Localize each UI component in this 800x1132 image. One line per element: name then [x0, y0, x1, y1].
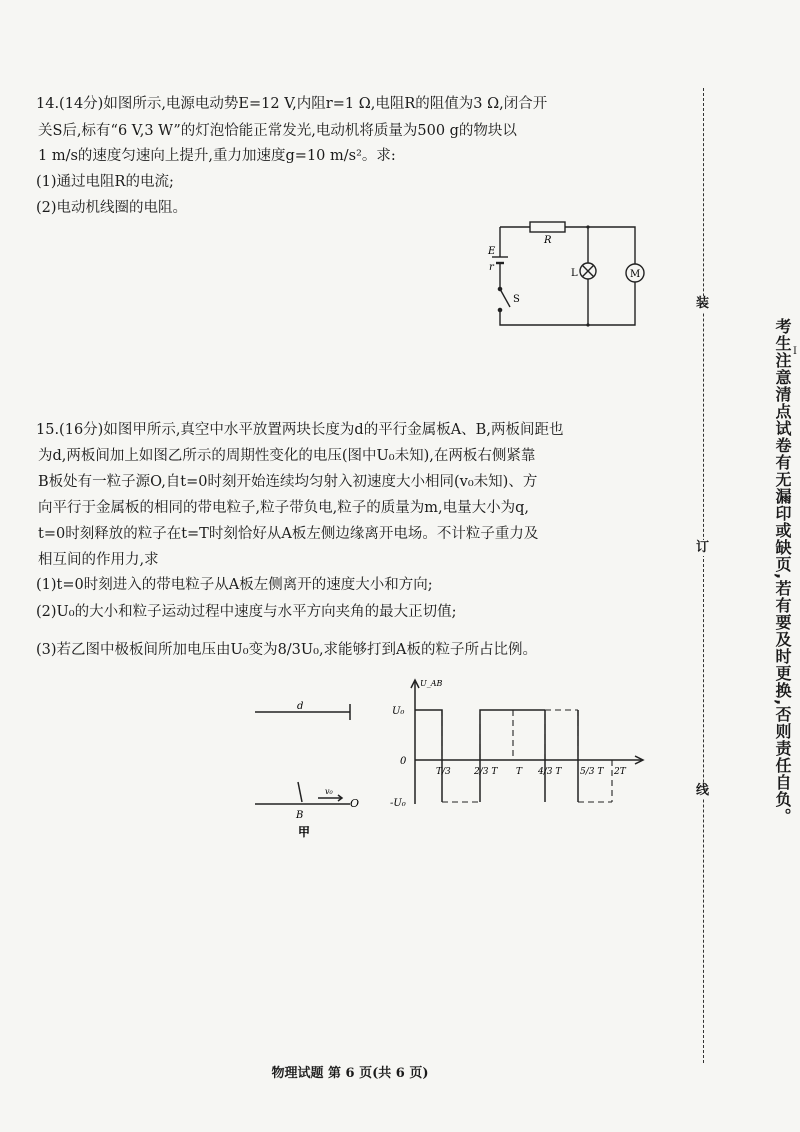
yi-xtick-1: T/3 — [436, 767, 451, 777]
circuit-label-E: E — [488, 246, 496, 257]
yi-xtick-3: T — [516, 767, 523, 777]
circuit-label-L: L — [571, 268, 578, 279]
q15-line-5: t=0时刻释放的粒子在t=T时刻恰好从A板左侧边缘离开电场。不计粒子重力及 — [38, 526, 539, 542]
yi-ytick-neg-u0: -U₀ — [390, 798, 406, 809]
q14-part-1: (1)通过电阻R的电流; — [36, 174, 174, 190]
circuit-diagram — [470, 215, 650, 340]
binding-label-ding: 订 — [696, 540, 710, 555]
q15-line-4: 向平行于金属板的相同的带电粒子,粒子带负电,粒子的质量为m,电量大小为q, — [38, 500, 529, 516]
edge-mark: I — [793, 346, 797, 357]
jia-label-d: d — [297, 701, 304, 712]
yi-ytick-u0: U₀ — [392, 706, 405, 717]
q14-line-3: 1 m/s的速度匀速向上提升,重力加速度g=10 m/s²。求: — [38, 148, 396, 164]
yi-ylabel: U_AB — [420, 679, 443, 688]
yi-ytick-zero: 0 — [400, 756, 407, 767]
jia-caption: 甲 — [298, 825, 311, 839]
jia-label-B: B — [296, 810, 304, 821]
binding-dashed-line — [703, 88, 704, 1063]
figure-jia-plates — [250, 690, 370, 840]
exam-notice-vertical: 考生注意清点试卷有无漏印或缺页,若有要及时更换,否则责任自负。 — [773, 318, 792, 826]
jia-label-O: O — [350, 797, 360, 810]
jia-label-v0: v₀ — [325, 787, 333, 796]
circuit-label-R: R — [544, 235, 552, 246]
q15-part-3: (3)若乙图中极板间所加电压由U₀变为8/3U₀,求能够打到A板的粒子所占比例。 — [36, 642, 538, 658]
yi-xtick-5: 5/3 T — [580, 767, 604, 777]
q14-line-2: 关S后,标有“6 V,3 W”的灯泡恰能正常发光,电动机将质量为500 g的物块以 — [38, 123, 517, 139]
figure-yi-voltage — [390, 672, 650, 822]
circuit-label-r: r — [489, 262, 494, 273]
q14-line-1: 14.(14分)如图所示,电源电动势E=12 V,内阻r=1 Ω,电阻R的阻值为3 Ω,闭合开 — [36, 96, 548, 112]
q15-line-3: B板处有一粒子源O,自t=0时刻开始连续均匀射入初速度大小相同(v₀未知)、方 — [38, 474, 538, 490]
binding-label-zhuang: 装 — [696, 296, 710, 311]
yi-xtick-6: 2T — [614, 767, 626, 777]
circuit-label-M: M — [630, 269, 641, 280]
q15-line-1: 15.(16分)如图甲所示,真空中水平放置两块长度为d的平行金属板A、B,两板间距也 — [36, 422, 564, 438]
q15-line-2: 为d,两板间加上如图乙所示的周期性变化的电压(图中U₀未知),在两板右侧紧靠 — [38, 448, 536, 464]
q14-part-2: (2)电动机线圈的电阻。 — [36, 200, 188, 216]
q15-line-6: 相互间的作用力,求 — [38, 552, 159, 568]
q15-part-1: (1)t=0时刻进入的带电粒子从A板左侧离开的速度大小和方向; — [36, 577, 433, 593]
q15-part-2: (2)U₀的大小和粒子运动过程中速度与水平方向夹角的最大正切值; — [36, 604, 457, 620]
yi-xtick-4: 4/3 T — [538, 767, 562, 777]
page-footer: 物理试题 第 6 页(共 6 页) — [271, 1066, 429, 1081]
binding-label-xian: 线 — [696, 783, 710, 798]
circuit-label-S: S — [513, 294, 520, 305]
yi-xtick-2: 2/3 T — [474, 767, 498, 777]
